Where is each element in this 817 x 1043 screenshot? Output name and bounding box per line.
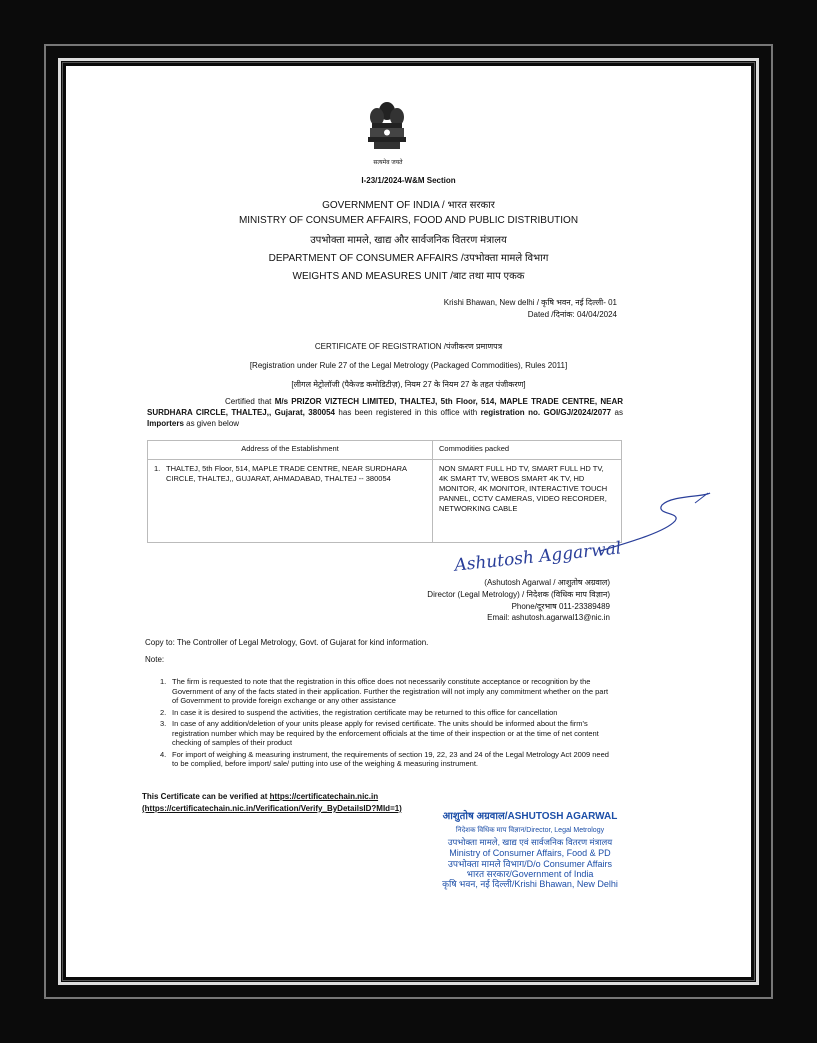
signatory-name: (Ashutosh Agarwal / आशुतोष अग्रवाल) bbox=[484, 578, 610, 587]
stamp-ministry-hindi: उपभोक्ता मामले, खाद्य एवं सार्वजनिक वितरण मंत्रालय bbox=[447, 837, 613, 847]
company-name: M/s PRIZOR VIZTECH LIMITED, THALTEJ, 5th Floor, 514, MAPLE TRADE CENTRE, NEAR SURDHARA CIRCLE, THALTEJ,, Gujarat, 380054 bbox=[147, 397, 624, 417]
list-item: 4. For import of weighing & measuring instrument, the requirements of section 19, 22, 23 and 24 of the Legal Metrology Act 2009 need to be complied, before import/ sale/ putting into use of the weighing & measuring instrument. bbox=[160, 749, 609, 768]
rule-hindi: [लीगल मेट्रोलॉजी (पैकेज्ड कमोडिटीज़), नियम 27 के नियम 27 के तहत पंजीकरण] bbox=[291, 380, 526, 389]
header-line-4: DEPARTMENT OF CONSUMER AFFAIRS /उपभोक्ता मामले विभाग bbox=[268, 253, 549, 264]
stamp-location: कृषि भवन, नई दिल्ली/Krishi Bhawan, New Delhi bbox=[442, 879, 618, 889]
ashoka-emblem-icon bbox=[362, 97, 412, 165]
stamp-ministry-english: Ministry of Consumer Affairs, Food & PD bbox=[449, 848, 611, 858]
signatory-designation: Director (Legal Metrology) / निदेशक (विधिक माप विज्ञान) bbox=[427, 590, 610, 599]
signatory-email: Email: ashutosh.agarwal13@nic.in bbox=[487, 613, 610, 622]
certification-statement: Certified that M/s PRIZOR VIZTECH LIMITED, THALTEJ, 5th Floor, 514, MAPLE TRADE CENTRE, NEAR SURDHARA CIRCLE, THALTEJ,, Gujarat, 380054 has been registered in this office with registration no. GOI/GJ/2024/2077 as Importers as given below bbox=[147, 397, 624, 428]
stamp-name: आशुतोष अग्रवाल/ASHUTOSH AGARWAL bbox=[442, 811, 618, 822]
note-label: Note: bbox=[145, 655, 165, 664]
list-item: 2. In case it is desired to suspend the activities, the registration certificate may be returned to this office for cancellation bbox=[160, 707, 558, 717]
notes-list bbox=[160, 677, 615, 771]
header-line-3: उपभोक्ता मामले, खाद्य और सार्वजनिक वितरण मंत्रालय bbox=[310, 235, 507, 246]
commodities-cell: NON SMART FULL HD TV, SMART FULL HD TV, 4K SMART TV, WEBOS SMART 4K TV, HD MONITOR, 4K MONITOR, INTERACTIVE TOUCH PANNEL, CCTV CAMERAS, VIDEO RECORDER, NETWORKING CABLE bbox=[433, 460, 622, 543]
verify-statement: This Certificate can be verified at https://certificatechain.nic.in bbox=[142, 792, 379, 801]
stamp-designation: निदेशक विधिक माप विज्ञान/Director, Legal Metrology bbox=[455, 827, 605, 834]
header-line-1: GOVERNMENT OF INDIA / भारत सरकार bbox=[322, 200, 495, 211]
office-address: Krishi Bhawan, New delhi / कृषि भवन, नई दिल्ली- 01 bbox=[443, 298, 617, 307]
rule-english: [Registration under Rule 27 of the Legal Metrology (Packaged Commodities), Rules 2011] bbox=[249, 361, 568, 370]
col-header-commodities: Commodities packed bbox=[433, 441, 622, 460]
signature-text: Ashutosh Aggarwal bbox=[453, 538, 623, 576]
copy-to: Copy to: The Controller of Legal Metrology, Govt. of Gujarat for kind information. bbox=[145, 638, 429, 647]
certificate-title: CERTIFICATE OF REGISTRATION /पंजीकरण प्रमाणपत्र bbox=[314, 342, 503, 351]
verify-link[interactable]: https://certificatechain.nic.in bbox=[269, 792, 379, 801]
col-header-address: Address of the Establishment bbox=[148, 441, 433, 460]
emblem-motto: सत्यमेव जयते bbox=[373, 160, 403, 166]
verify-link-full[interactable]: (https://certificatechain.nic.in/Verification/Verify_ByDetailsID?MId=1) bbox=[142, 804, 402, 813]
signatory-phone: Phone/दूरभाष 011-23389489 bbox=[511, 602, 610, 611]
stamp-department: उपभोक्ता मामले विभाग/D/o Consumer Affairs bbox=[447, 859, 613, 869]
row-number: 1. bbox=[154, 464, 161, 473]
list-item: 1. The firm is requested to note that the registration in this office does not necessarily constitute acceptance or recognition by the Government of any of the facts stated in their application. Further the registration will not imply any commitment whether on the part of Government to provide foreign exchange or any other assistance bbox=[160, 677, 609, 705]
header-line-2: MINISTRY OF CONSUMER AFFAIRS, FOOD AND PUBLIC DISTRIBUTION bbox=[238, 215, 579, 226]
table-header-row bbox=[148, 441, 622, 460]
registration-role: Importers bbox=[147, 419, 184, 428]
handwritten-signature bbox=[450, 487, 720, 577]
list-item: 3. In case of any addition/deletion of your units please apply for revised certificate. The units should be informed about the firm's registration number which may be required by the enforcement officials at the time of their inspection or at the time of net content checking of samples of their product bbox=[160, 719, 599, 747]
reference-number: I-23/1/2024-W&M Section bbox=[361, 176, 456, 185]
registration-number: registration no. GOI/GJ/2024/2077 bbox=[480, 408, 612, 417]
issue-date: Dated /दिनांक: 04/04/2024 bbox=[527, 310, 617, 319]
header-line-5: WEIGHTS AND MEASURES UNIT /बाट तथा माप एकक bbox=[292, 271, 525, 282]
stamp-government: भारत सरकार/Government of India bbox=[466, 869, 594, 879]
establishment-address: THALTEJ, 5th Floor, 514, MAPLE TRADE CENTRE, NEAR SURDHARA CIRCLE, THALTEJ,, GUJARAT, AHMADABAD, THALTEJ -- 380054 bbox=[166, 464, 407, 483]
establishment-address-cell bbox=[148, 460, 433, 543]
